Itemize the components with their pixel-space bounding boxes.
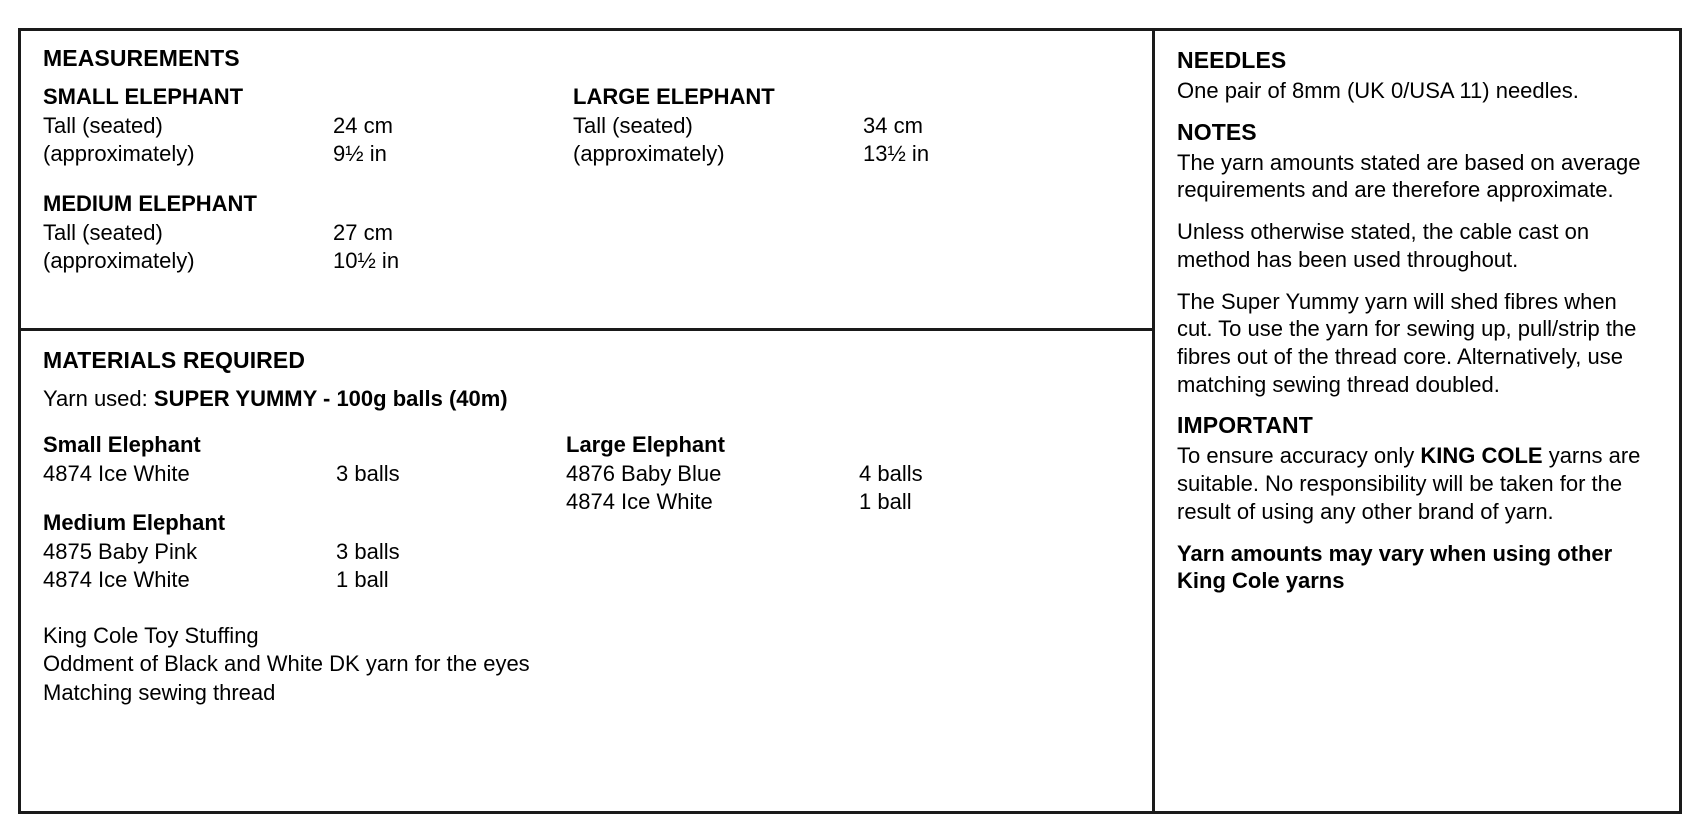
measurements-title: MEASUREMENTS bbox=[43, 45, 240, 71]
small-elephant-value-2: 9½ in bbox=[333, 140, 387, 166]
medium-elephant-heading: MEDIUM ELEPHANT bbox=[43, 191, 257, 217]
large-elephant-value-2: 13½ in bbox=[863, 140, 930, 166]
materials-extra-3: Matching sewing thread bbox=[43, 679, 276, 705]
materials-large-item-2-name: 4874 Ice White bbox=[566, 488, 713, 514]
materials-large-item-1-name: 4876 Baby Blue bbox=[566, 461, 722, 486]
measurement-block-small bbox=[43, 84, 573, 167]
materials-column-right bbox=[566, 432, 1089, 594]
materials-columns bbox=[43, 432, 1130, 594]
materials-medium-item-2-qty: 1 ball bbox=[336, 566, 389, 592]
notes-paragraph-1: The yarn amounts stated are based on average requirements and are therefore approximate. bbox=[1177, 149, 1641, 203]
right-column bbox=[1155, 31, 1679, 811]
materials-medium-item-1-name: 4875 Baby Pink bbox=[43, 538, 198, 564]
materials-group-large bbox=[566, 432, 1089, 516]
notes-paragraph-2: Unless otherwise stated, the cable cast on method has been used throughout. bbox=[1177, 219, 1590, 272]
large-elephant-heading: LARGE ELEPHANT bbox=[573, 84, 775, 109]
info-frame bbox=[18, 28, 1682, 814]
measurements-section bbox=[21, 31, 1152, 331]
materials-group-medium bbox=[43, 510, 566, 594]
materials-small-item-1 bbox=[43, 460, 566, 488]
small-elephant-line-2 bbox=[43, 140, 573, 168]
large-elephant-label-2: (approximately) bbox=[573, 140, 725, 166]
small-elephant-label-2: (approximately) bbox=[43, 140, 195, 166]
materials-small-item-1-qty: 3 balls bbox=[336, 461, 400, 486]
materials-large-heading: Large Elephant bbox=[566, 432, 725, 457]
large-elephant-label-1: Tall (seated) bbox=[573, 113, 693, 138]
yarn-used-name: SUPER YUMMY - 100g balls (40m) bbox=[153, 386, 508, 411]
materials-left-spacer bbox=[43, 488, 566, 510]
materials-group-small bbox=[43, 432, 566, 488]
materials-medium-item-2-name: 4874 Ice White bbox=[43, 566, 190, 592]
important-text-before: To ensure accuracy only bbox=[1177, 443, 1421, 469]
large-elephant-value-1: 34 cm bbox=[863, 113, 923, 138]
small-elephant-label-1: Tall (seated) bbox=[43, 113, 163, 138]
notes-paragraph-3: The Super Yummy yarn will shed fibres when cut. To use the yarn for sewing up, pull/strip the fibres out of the thread core. Alternatively, use matching sewing thread doubled. bbox=[1177, 288, 1637, 397]
materials-large-item-2 bbox=[566, 488, 1089, 516]
important-brand: KING COLE bbox=[1420, 443, 1543, 469]
large-elephant-line-1 bbox=[573, 112, 1103, 140]
medium-elephant-value-2: 10½ in bbox=[333, 248, 400, 274]
notes-title: NOTES bbox=[1177, 118, 1257, 145]
materials-large-item-1-qty: 4 balls bbox=[859, 461, 923, 486]
yarn-used-prefix: Yarn used: bbox=[43, 386, 154, 411]
measurement-block-medium bbox=[43, 191, 573, 274]
small-elephant-line-1 bbox=[43, 112, 573, 140]
important-footer: Yarn amounts may vary when using other King Cole yarns bbox=[1177, 540, 1613, 594]
left-column bbox=[21, 31, 1155, 811]
important-text-after: yarns are suitable. No responsibility will be taken for the result of using any other brand of yarn. bbox=[1177, 443, 1641, 524]
medium-elephant-line-1 bbox=[43, 219, 573, 247]
medium-elephant-label-1: Tall (seated) bbox=[43, 220, 163, 246]
materials-section bbox=[21, 331, 1152, 811]
materials-medium-heading: Medium Elephant bbox=[43, 509, 226, 535]
measurements-row-1 bbox=[43, 84, 1130, 167]
important-text bbox=[1177, 442, 1657, 525]
materials-large-item-2-qty: 1 ball bbox=[859, 488, 912, 514]
medium-elephant-label-2: (approximately) bbox=[43, 248, 195, 274]
yarn-used-line bbox=[43, 386, 1130, 412]
materials-medium-item-1-qty: 3 balls bbox=[336, 538, 400, 564]
needles-text: One pair of 8mm (UK 0/USA 11) needles. bbox=[1177, 78, 1579, 103]
measurements-spacer bbox=[43, 167, 1130, 191]
materials-extras bbox=[43, 622, 1130, 707]
materials-column-left bbox=[43, 432, 566, 594]
materials-extra-2: Oddment of Black and White DK yarn for the eyes bbox=[43, 651, 530, 677]
materials-title: MATERIALS REQUIRED bbox=[43, 347, 306, 373]
materials-medium-item-2 bbox=[43, 566, 566, 594]
materials-small-heading: Small Elephant bbox=[43, 432, 201, 457]
materials-small-item-1-name: 4874 Ice White bbox=[43, 461, 190, 486]
medium-elephant-line-2 bbox=[43, 247, 573, 275]
important-title: IMPORTANT bbox=[1177, 412, 1313, 439]
medium-elephant-value-1: 27 cm bbox=[333, 220, 393, 246]
materials-extra-1: King Cole Toy Stuffing bbox=[43, 622, 259, 648]
materials-medium-item-1 bbox=[43, 538, 566, 566]
measurements-row-2 bbox=[43, 191, 1130, 274]
small-elephant-heading: SMALL ELEPHANT bbox=[43, 84, 244, 109]
materials-large-item-1 bbox=[566, 460, 1089, 488]
small-elephant-value-1: 24 cm bbox=[333, 113, 393, 138]
large-elephant-line-2 bbox=[573, 140, 1103, 168]
measurement-block-large bbox=[573, 84, 1103, 167]
needles-title: NEEDLES bbox=[1177, 47, 1287, 73]
